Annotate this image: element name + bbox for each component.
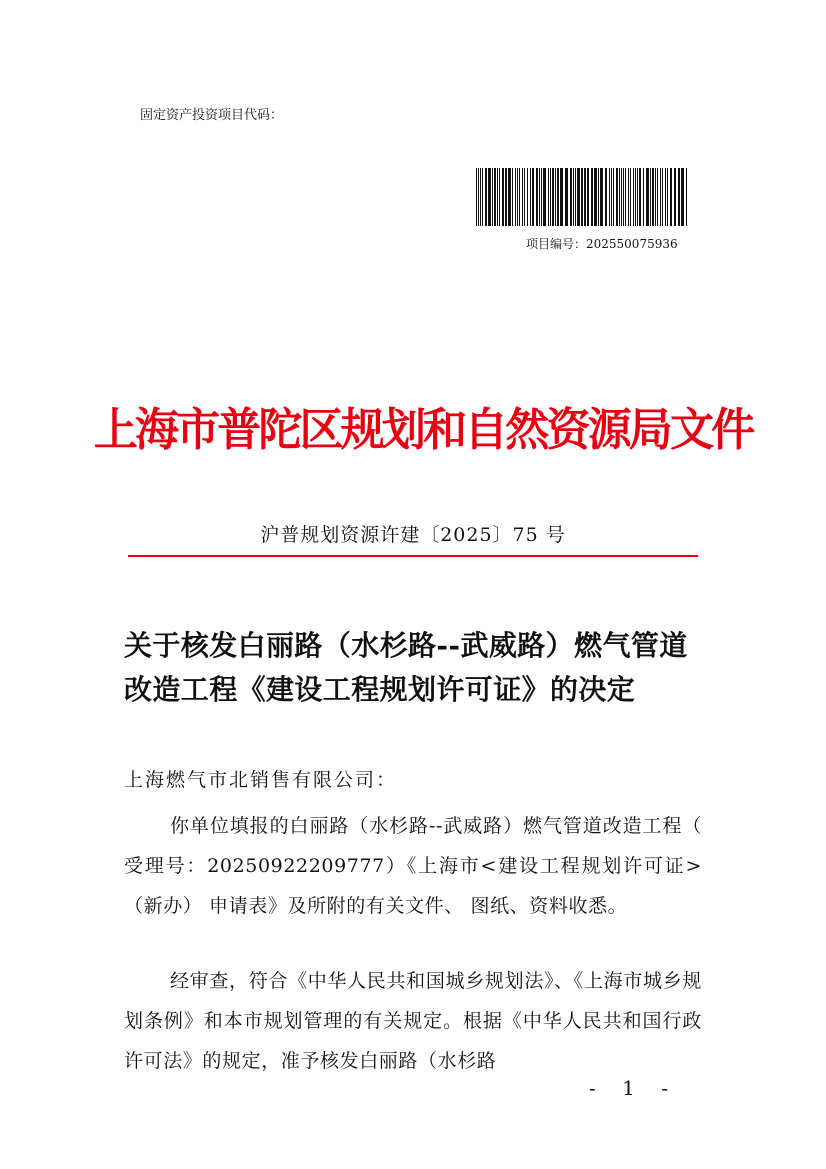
issuing-authority-header: 上海市普陀区规划和自然资源局文件 [93,403,753,456]
page-number: - 1 - [589,1076,678,1100]
fixed-asset-code-label: 固定资产投资项目代码： [140,108,284,123]
document-title: 关于核发白丽路（水杉路--武威路）燃气管道改造工程《建设工程规划许可证》的决定 [124,629,688,706]
project-number: 项目编号：202550075936 [526,237,678,251]
barcode [474,168,690,226]
red-divider-rule [128,555,698,557]
addressee: 上海燃气市北销售有限公司： [124,769,398,791]
document-number: 沪普规划资源许建〔2025〕75 号 [260,524,566,546]
body-paragraph-1: 你单位填报的白丽路（水杉路--武威路）燃气管道改造工程（ 受理号：20250922209777）《上海市<建设工程规划许可证>（新办） 申请表》及所附的有关文件、 图纸、资料收悉。 [124,815,702,917]
body-paragraph-2: 经审查，符合《中华人民共和国城乡规划法》、《上海市城乡规划条例》和本市规划管理的有关规定。根据《中华人民共和国行政许可法》的规定，准予核发白丽路（水杉路 [124,970,702,1072]
